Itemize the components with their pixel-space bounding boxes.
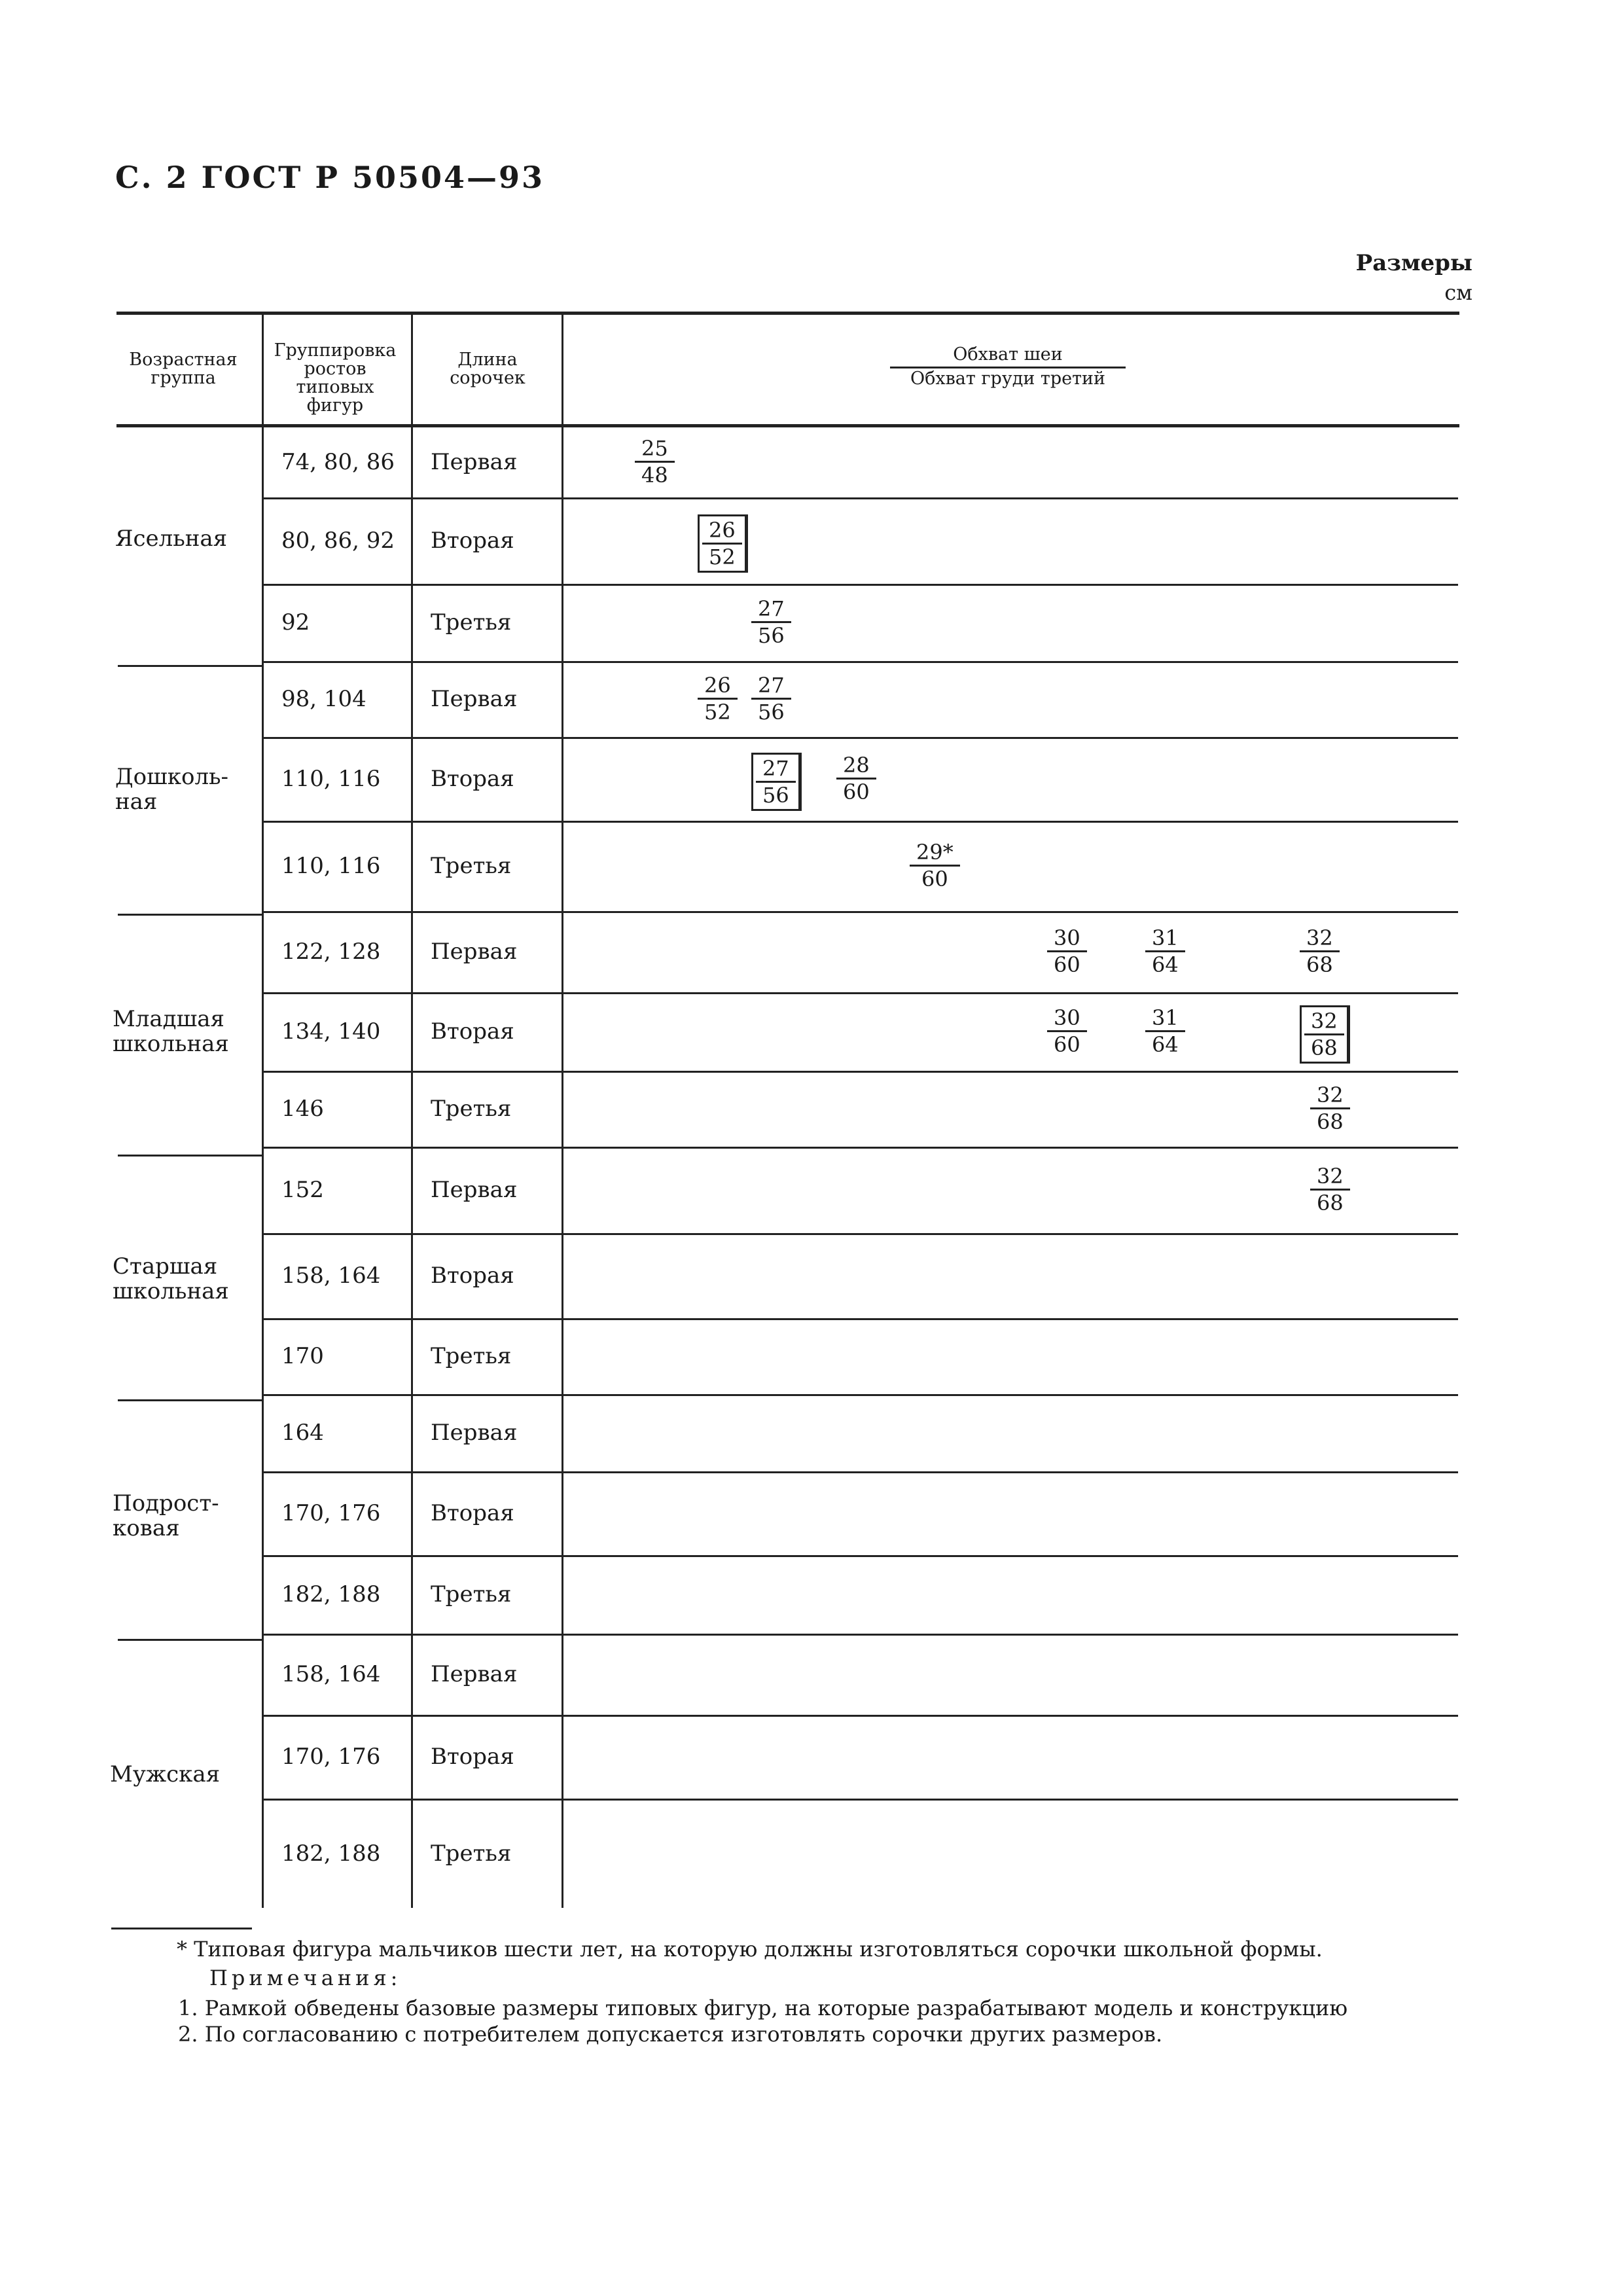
chest-girth-value: 60 [921, 867, 948, 891]
row-divider [263, 661, 1458, 663]
column-divider-age [262, 314, 264, 1908]
notes-heading: Примечания: [209, 1965, 402, 1990]
height-group-cell: 182, 188 [281, 1840, 381, 1867]
row-divider [263, 1799, 1458, 1801]
size-fraction [751, 596, 791, 648]
age-group-senior-school: Старшая школьная [113, 1253, 229, 1304]
size-fraction [1145, 925, 1185, 977]
neck-girth-value: 27 [751, 596, 791, 623]
neck-girth-value: 32 [1310, 1083, 1350, 1109]
row-divider [263, 1555, 1458, 1557]
height-group-cell: 92 [281, 609, 310, 636]
shirt-length-cell: Третья [431, 853, 512, 879]
height-group-cell: 122, 128 [281, 939, 381, 965]
row-divider [263, 584, 1458, 586]
chest-girth-value: 52 [709, 545, 736, 569]
base-size-fraction [698, 514, 748, 573]
shirt-length-cell: Третья [431, 1343, 512, 1369]
chest-girth-value: 68 [1306, 952, 1333, 977]
neck-girth-label: Обхват шеи [890, 346, 1126, 368]
shirt-length-cell: Первая [431, 686, 518, 712]
row-divider [263, 1318, 1458, 1320]
shirt-length-cell: Первая [431, 939, 518, 965]
row-divider [263, 1071, 1458, 1073]
footnote-rule [111, 1928, 252, 1929]
row-divider [263, 1147, 1458, 1149]
age-group-preschool: Дошколь- ная [115, 764, 229, 815]
shirt-length-cell: Вторая [431, 766, 514, 792]
age-group-nursery: Ясельная [115, 526, 228, 552]
chest-girth-label: Обхват груди третий [910, 368, 1106, 389]
column-header-age-group: Возрастная группа [129, 350, 238, 388]
shirt-length-cell: Вторая [431, 1744, 514, 1770]
row-divider [263, 1715, 1458, 1717]
shirt-length-cell: Третья [431, 1096, 512, 1122]
neck-girth-value: 30 [1047, 1005, 1087, 1032]
dimensions-caption: Размеры [1355, 250, 1472, 276]
height-group-cell: 164 [281, 1420, 324, 1446]
shirt-length-cell: Первая [431, 1177, 518, 1203]
age-divider-4 [118, 1399, 262, 1401]
base-size-fraction [1300, 1005, 1350, 1064]
chest-girth-value: 52 [704, 700, 731, 725]
row-divider [263, 497, 1458, 499]
neck-girth-value: 27 [751, 673, 791, 700]
shirt-length-cell: Вторая [431, 1263, 514, 1289]
base-size-fraction [751, 753, 802, 811]
shirt-length-cell: Вторая [431, 1500, 514, 1526]
age-divider-1 [118, 665, 262, 667]
neck-girth-value: 26 [702, 518, 742, 545]
chest-girth-value: 48 [641, 463, 668, 488]
neck-girth-value: 32 [1310, 1164, 1350, 1191]
size-fraction [1300, 925, 1340, 977]
chest-girth-value: 60 [843, 780, 870, 804]
chest-girth-value: 68 [1317, 1109, 1344, 1134]
neck-girth-value: 27 [756, 756, 796, 783]
page-header: С. 2 ГОСТ Р 50504—93 [115, 160, 545, 195]
height-group-cell: 158, 164 [281, 1263, 381, 1289]
shirt-length-cell: Первая [431, 1420, 518, 1446]
neck-girth-value: 26 [698, 673, 738, 700]
neck-girth-value: 31 [1145, 925, 1185, 952]
neck-girth-value: 25 [635, 436, 675, 463]
chest-girth-value: 64 [1152, 1032, 1179, 1057]
shirt-length-cell: Третья [431, 1581, 512, 1607]
chest-girth-value: 68 [1317, 1191, 1344, 1215]
size-fraction [1047, 925, 1087, 977]
chest-girth-value: 56 [762, 783, 789, 808]
height-group-cell: 158, 164 [281, 1661, 381, 1687]
row-divider [263, 737, 1458, 739]
column-header-height-group: Группировка ростов типовых фигур [274, 340, 397, 416]
shirt-length-cell: Первая [431, 449, 518, 475]
neck-girth-value: 29* [910, 840, 960, 867]
row-divider [263, 821, 1458, 823]
footnote: * Типовая фигура мальчиков шести лет, на которую должны изготовляться сорочки школьной формы. [177, 1937, 1323, 1962]
height-group-cell: 152 [281, 1177, 324, 1203]
note-2: 2. По согласованию с потребителем допускается изготовлять сорочки других размеров. [178, 2022, 1163, 2047]
age-divider-2 [118, 914, 262, 916]
height-group-cell: 146 [281, 1096, 324, 1122]
height-group-cell: 134, 140 [281, 1018, 381, 1045]
height-group-cell: 110, 116 [281, 766, 381, 792]
size-fraction [751, 673, 791, 725]
neck-girth-value: 28 [836, 753, 876, 780]
age-divider-3 [118, 1155, 262, 1157]
size-fraction [1145, 1005, 1185, 1057]
table-top-rule [116, 312, 1459, 315]
chest-girth-value: 56 [758, 623, 785, 648]
height-group-cell: 182, 188 [281, 1581, 381, 1607]
size-fraction [1047, 1005, 1087, 1057]
row-divider [263, 911, 1458, 913]
column-header-shirt-length: Длина сорочек [450, 350, 526, 388]
neck-girth-value: 32 [1304, 1009, 1344, 1035]
size-fraction [635, 436, 675, 488]
size-fraction [836, 753, 876, 804]
column-header-neck-chest [890, 346, 1126, 388]
neck-girth-value: 30 [1047, 925, 1087, 952]
age-group-teen: Подрост- ковая [113, 1490, 219, 1541]
row-divider [263, 992, 1458, 994]
chest-girth-value: 56 [758, 700, 785, 725]
column-divider-length [562, 314, 563, 1908]
size-fraction [1310, 1164, 1350, 1215]
chest-girth-value: 60 [1054, 1032, 1080, 1057]
row-divider [263, 1471, 1458, 1473]
unit-label: см [1444, 280, 1472, 305]
age-group-junior-school: Младшая школьная [113, 1006, 229, 1057]
height-group-cell: 170, 176 [281, 1500, 381, 1526]
size-fraction [1310, 1083, 1350, 1134]
neck-girth-value: 31 [1145, 1005, 1185, 1032]
shirt-length-cell: Вторая [431, 528, 514, 554]
age-divider-5 [118, 1639, 262, 1641]
chest-girth-value: 60 [1054, 952, 1080, 977]
shirt-length-cell: Третья [431, 1840, 512, 1867]
row-divider [263, 1394, 1458, 1396]
shirt-length-cell: Первая [431, 1661, 518, 1687]
height-group-cell: 170 [281, 1343, 324, 1369]
height-group-cell: 74, 80, 86 [281, 449, 395, 475]
age-group-male: Мужская [110, 1761, 221, 1787]
shirt-length-cell: Вторая [431, 1018, 514, 1045]
height-group-cell: 98, 104 [281, 686, 366, 712]
size-fraction [698, 673, 738, 725]
height-group-cell: 80, 86, 92 [281, 528, 395, 554]
chest-girth-value: 64 [1152, 952, 1179, 977]
neck-girth-value: 32 [1300, 925, 1340, 952]
table-header-rule [116, 424, 1459, 427]
column-divider-height [411, 314, 413, 1908]
size-fraction [910, 840, 960, 891]
row-divider [263, 1233, 1458, 1235]
chest-girth-value: 68 [1311, 1035, 1338, 1060]
shirt-length-cell: Третья [431, 609, 512, 636]
row-divider [263, 1634, 1458, 1636]
height-group-cell: 170, 176 [281, 1744, 381, 1770]
height-group-cell: 110, 116 [281, 853, 381, 879]
note-1: 1. Рамкой обведены базовые размеры типовых фигур, на которые разрабатывают модель и конструкцию [178, 1996, 1348, 2020]
